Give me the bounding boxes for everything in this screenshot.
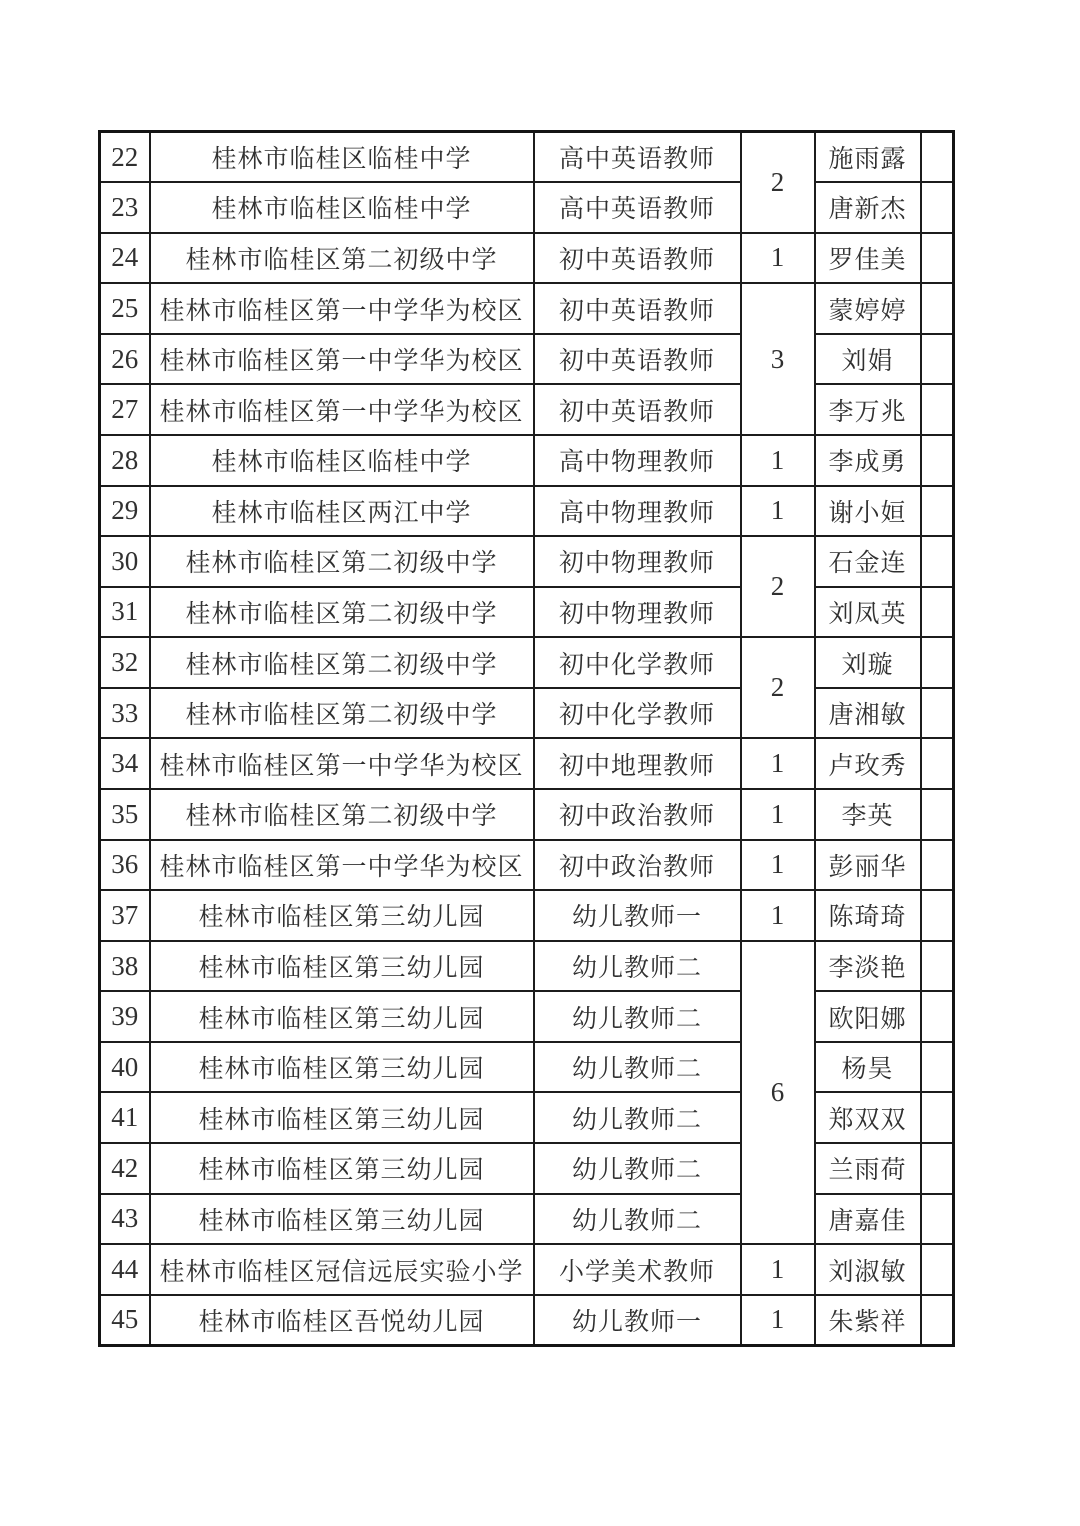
person-name-cell: 陈琦琦: [815, 890, 921, 941]
school-name-cell: 桂林市临桂区第一中学华为校区: [150, 384, 534, 435]
table-row: [100, 840, 954, 891]
position-title-cell: 高中英语教师: [534, 182, 741, 233]
position-title-cell: 初中政治教师: [534, 789, 741, 840]
row-number-cell: 45: [100, 1295, 150, 1346]
row-number-cell: 37: [100, 890, 150, 941]
table-row: [100, 1143, 954, 1194]
remark-cell: [921, 283, 954, 334]
headcount-cell: 2: [741, 132, 815, 233]
remark-cell: [921, 1295, 954, 1346]
school-name-cell: 桂林市临桂区第三幼儿园: [150, 1143, 534, 1194]
school-name-cell: 桂林市临桂区第三幼儿园: [150, 1092, 534, 1143]
row-number-cell: 27: [100, 384, 150, 435]
school-name-cell: 桂林市临桂区第三幼儿园: [150, 1194, 534, 1245]
table-row: [100, 991, 954, 1042]
remark-cell: [921, 1143, 954, 1194]
position-title-cell: 初中化学教师: [534, 688, 741, 739]
row-number-cell: 36: [100, 840, 150, 891]
table-row: [100, 637, 954, 688]
row-number-cell: 43: [100, 1194, 150, 1245]
headcount-cell: 6: [741, 941, 815, 1244]
table-row: [100, 587, 954, 638]
remark-cell: [921, 1092, 954, 1143]
position-title-cell: 幼儿教师二: [534, 991, 741, 1042]
remark-cell: [921, 840, 954, 891]
table-row: [100, 536, 954, 587]
row-number-cell: 40: [100, 1042, 150, 1093]
table-row: [100, 132, 954, 183]
remark-cell: [921, 1194, 954, 1245]
table-row: [100, 688, 954, 739]
school-name-cell: 桂林市临桂区第二初级中学: [150, 789, 534, 840]
school-name-cell: 桂林市临桂区吾悦幼儿园: [150, 1295, 534, 1346]
school-name-cell: 桂林市临桂区第一中学华为校区: [150, 840, 534, 891]
row-number-cell: 41: [100, 1092, 150, 1143]
headcount-cell: 1: [741, 738, 815, 789]
person-name-cell: 唐嘉佳: [815, 1194, 921, 1245]
person-name-cell: 杨昊: [815, 1042, 921, 1093]
school-name-cell: 桂林市临桂区第二初级中学: [150, 587, 534, 638]
person-name-cell: 罗佳美: [815, 233, 921, 284]
table-row: [100, 283, 954, 334]
position-title-cell: 幼儿教师一: [534, 890, 741, 941]
person-name-cell: 唐湘敏: [815, 688, 921, 739]
remark-cell: [921, 738, 954, 789]
row-number-cell: 34: [100, 738, 150, 789]
position-title-cell: 初中化学教师: [534, 637, 741, 688]
headcount-cell: 3: [741, 283, 815, 435]
headcount-cell: 2: [741, 536, 815, 637]
headcount-cell: 1: [741, 840, 815, 891]
remark-cell: [921, 991, 954, 1042]
school-name-cell: 桂林市临桂区第三幼儿园: [150, 991, 534, 1042]
school-name-cell: 桂林市临桂区两江中学: [150, 486, 534, 537]
headcount-cell: 1: [741, 890, 815, 941]
person-name-cell: 欧阳娜: [815, 991, 921, 1042]
position-title-cell: 初中物理教师: [534, 536, 741, 587]
table-row: [100, 1092, 954, 1143]
remark-cell: [921, 1042, 954, 1093]
position-title-cell: 初中英语教师: [534, 334, 741, 385]
remark-cell: [921, 941, 954, 992]
school-name-cell: 桂林市临桂区第三幼儿园: [150, 941, 534, 992]
person-name-cell: 卢玫秀: [815, 738, 921, 789]
person-name-cell: 李淡艳: [815, 941, 921, 992]
person-name-cell: 彭丽华: [815, 840, 921, 891]
table-row: [100, 334, 954, 385]
person-name-cell: 兰雨荷: [815, 1143, 921, 1194]
row-number-cell: 31: [100, 587, 150, 638]
table-row: [100, 738, 954, 789]
person-name-cell: 李英: [815, 789, 921, 840]
position-title-cell: 幼儿教师二: [534, 1194, 741, 1245]
school-name-cell: 桂林市临桂区临桂中学: [150, 132, 534, 183]
headcount-cell: 1: [741, 1295, 815, 1346]
table-row: [100, 384, 954, 435]
document-sheet: [98, 130, 955, 1347]
headcount-cell: 2: [741, 637, 815, 738]
row-number-cell: 22: [100, 132, 150, 183]
person-name-cell: 李万兆: [815, 384, 921, 435]
person-name-cell: 石金连: [815, 536, 921, 587]
school-name-cell: 桂林市临桂区第三幼儿园: [150, 1042, 534, 1093]
person-name-cell: 蒙婷婷: [815, 283, 921, 334]
row-number-cell: 25: [100, 283, 150, 334]
remark-cell: [921, 890, 954, 941]
table-row: [100, 890, 954, 941]
school-name-cell: 桂林市临桂区第三幼儿园: [150, 890, 534, 941]
position-title-cell: 初中地理教师: [534, 738, 741, 789]
teacher-roster-table: [98, 130, 955, 1347]
remark-cell: [921, 334, 954, 385]
school-name-cell: 桂林市临桂区第二初级中学: [150, 688, 534, 739]
school-name-cell: 桂林市临桂区第二初级中学: [150, 536, 534, 587]
position-title-cell: 幼儿教师二: [534, 1092, 741, 1143]
headcount-cell: 1: [741, 1244, 815, 1295]
person-name-cell: 李成勇: [815, 435, 921, 486]
school-name-cell: 桂林市临桂区临桂中学: [150, 435, 534, 486]
school-name-cell: 桂林市临桂区第二初级中学: [150, 233, 534, 284]
school-name-cell: 桂林市临桂区第一中学华为校区: [150, 334, 534, 385]
school-name-cell: 桂林市临桂区第一中学华为校区: [150, 738, 534, 789]
position-title-cell: 初中政治教师: [534, 840, 741, 891]
table-row: [100, 182, 954, 233]
school-name-cell: 桂林市临桂区冠信远辰实验小学: [150, 1244, 534, 1295]
remark-cell: [921, 233, 954, 284]
remark-cell: [921, 688, 954, 739]
row-number-cell: 35: [100, 789, 150, 840]
person-name-cell: 施雨露: [815, 132, 921, 183]
person-name-cell: 郑双双: [815, 1092, 921, 1143]
school-name-cell: 桂林市临桂区第一中学华为校区: [150, 283, 534, 334]
roster-table-body: [100, 132, 954, 1346]
position-title-cell: 幼儿教师一: [534, 1295, 741, 1346]
table-row: [100, 233, 954, 284]
position-title-cell: 高中物理教师: [534, 435, 741, 486]
person-name-cell: 刘凤英: [815, 587, 921, 638]
table-row: [100, 435, 954, 486]
position-title-cell: 初中英语教师: [534, 233, 741, 284]
remark-cell: [921, 435, 954, 486]
person-name-cell: 刘璇: [815, 637, 921, 688]
school-name-cell: 桂林市临桂区第二初级中学: [150, 637, 534, 688]
remark-cell: [921, 637, 954, 688]
row-number-cell: 26: [100, 334, 150, 385]
school-name-cell: 桂林市临桂区临桂中学: [150, 182, 534, 233]
row-number-cell: 42: [100, 1143, 150, 1194]
row-number-cell: 38: [100, 941, 150, 992]
row-number-cell: 24: [100, 233, 150, 284]
headcount-cell: 1: [741, 486, 815, 537]
position-title-cell: 初中物理教师: [534, 587, 741, 638]
person-name-cell: 谢小姮: [815, 486, 921, 537]
row-number-cell: 44: [100, 1244, 150, 1295]
position-title-cell: 初中英语教师: [534, 283, 741, 334]
remark-cell: [921, 789, 954, 840]
remark-cell: [921, 1244, 954, 1295]
table-row: [100, 1042, 954, 1093]
person-name-cell: 刘娟: [815, 334, 921, 385]
row-number-cell: 23: [100, 182, 150, 233]
remark-cell: [921, 536, 954, 587]
table-row: [100, 1244, 954, 1295]
position-title-cell: 高中物理教师: [534, 486, 741, 537]
row-number-cell: 32: [100, 637, 150, 688]
person-name-cell: 唐新杰: [815, 182, 921, 233]
remark-cell: [921, 486, 954, 537]
row-number-cell: 29: [100, 486, 150, 537]
person-name-cell: 刘淑敏: [815, 1244, 921, 1295]
row-number-cell: 28: [100, 435, 150, 486]
person-name-cell: 朱紫祥: [815, 1295, 921, 1346]
headcount-cell: 1: [741, 435, 815, 486]
table-row: [100, 789, 954, 840]
position-title-cell: 幼儿教师二: [534, 941, 741, 992]
table-row: [100, 486, 954, 537]
position-title-cell: 幼儿教师二: [534, 1143, 741, 1194]
headcount-cell: 1: [741, 789, 815, 840]
table-row: [100, 1295, 954, 1346]
headcount-cell: 1: [741, 233, 815, 284]
position-title-cell: 高中英语教师: [534, 132, 741, 183]
position-title-cell: 小学美术教师: [534, 1244, 741, 1295]
remark-cell: [921, 384, 954, 435]
row-number-cell: 39: [100, 991, 150, 1042]
table-row: [100, 1194, 954, 1245]
row-number-cell: 33: [100, 688, 150, 739]
remark-cell: [921, 182, 954, 233]
remark-cell: [921, 587, 954, 638]
table-row: [100, 941, 954, 992]
remark-cell: [921, 132, 954, 183]
position-title-cell: 幼儿教师二: [534, 1042, 741, 1093]
row-number-cell: 30: [100, 536, 150, 587]
position-title-cell: 初中英语教师: [534, 384, 741, 435]
